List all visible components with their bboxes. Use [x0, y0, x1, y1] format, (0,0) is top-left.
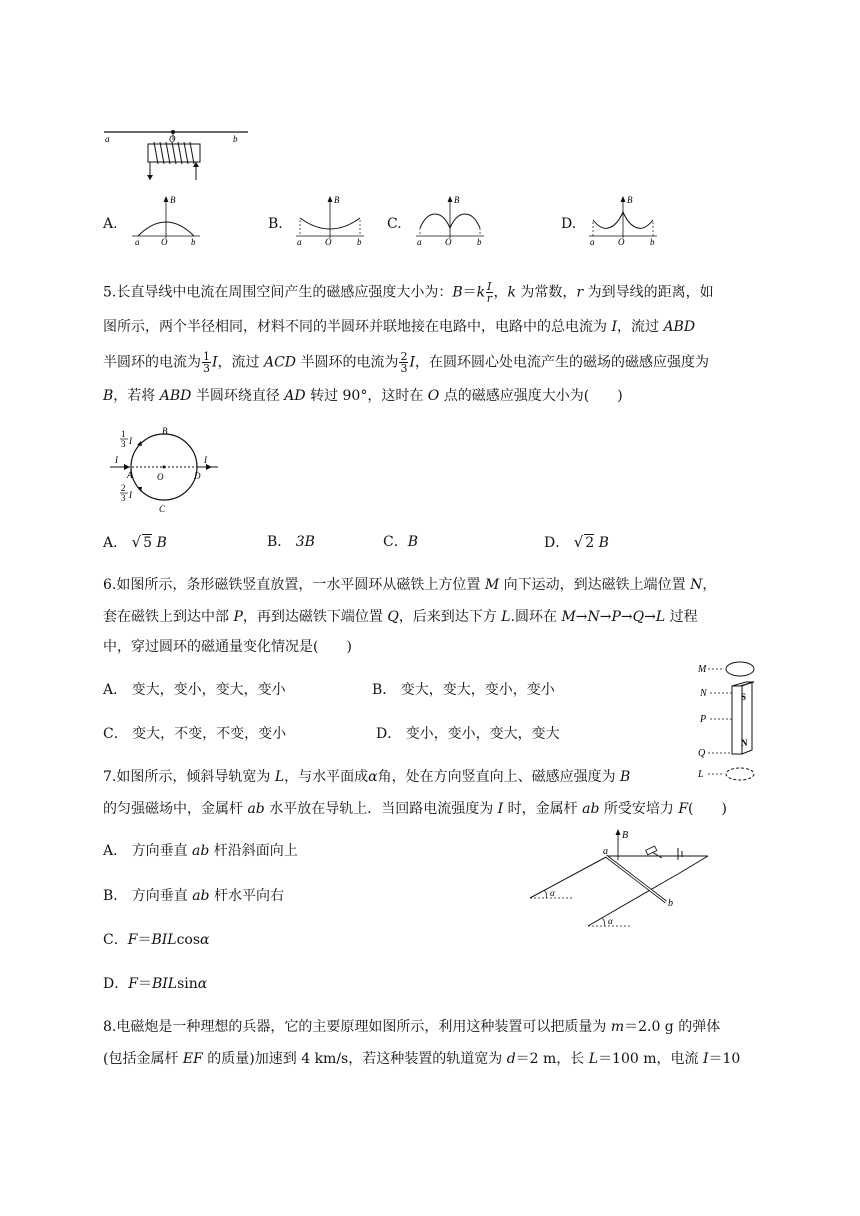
q5-fig-top-num: 1: [121, 429, 126, 439]
q5-option-c: C．B: [383, 534, 419, 550]
coil-label-a: a: [105, 134, 110, 144]
q5-line-1: 5.长直导线中电流在周围空间产生的磁感应强度大小为：B＝k $\frac{I}{r}$ ，k 为常数，r 为到导线的距离，如: [103, 280, 714, 305]
q5-option-d: D． √ 2 B: [544, 533, 609, 551]
q4-option-c-key: C.: [387, 216, 402, 232]
q4c-axis-label: B: [454, 195, 460, 205]
q7-option-c: C．F＝BILcosα: [103, 932, 210, 948]
q4d-axis-label: B: [627, 195, 633, 205]
q6-line-3: 中，穿过圆环的磁通量变化情况是( ): [103, 639, 352, 655]
q5-fig-label-o: O: [157, 472, 164, 482]
coil-figure: [102, 126, 252, 184]
q7-rail-figure: [528, 826, 724, 930]
q5-fig-label-d: D: [194, 471, 201, 481]
q6-fig-n: N: [700, 688, 707, 699]
q6-line-1: 6.如图所示，条形磁铁竖直放置，一水平圆环从磁铁上方位置 M 向下运动，到达磁铁上端位置 N，: [103, 577, 717, 593]
q4b-tick-o: O: [325, 237, 332, 246]
q4c-tick-a: a: [417, 237, 422, 246]
q5-fig-label-a: A: [127, 470, 133, 480]
q5-fig-top-den: 3: [121, 439, 126, 449]
coil-label-o: O: [169, 134, 176, 144]
q5-option-b: B． 3B: [267, 534, 315, 550]
q4a-tick-o: O: [161, 237, 168, 246]
q6-fig-q: Q: [698, 748, 706, 759]
q4b-tick-b: b: [357, 237, 362, 246]
q7-fig-alpha-1: α: [550, 888, 555, 898]
q6-fig-l: L: [698, 769, 704, 780]
q5-option-a: A． √ 5 B: [103, 533, 167, 551]
q5-fig-i-left: I: [115, 455, 118, 465]
q8-line-1: 8.电磁炮是一种理想的兵器，它的主要原理如图所示，利用这种装置可以把质量为 m＝2.0 g 的弹体: [103, 1019, 721, 1035]
q7-fig-a: a: [603, 846, 608, 857]
q5-fig-label-b: B: [162, 426, 168, 436]
q7-option-a: A． 方向垂直 ab 杆沿斜面向上: [103, 843, 298, 859]
q5-fig-bot-num: 2: [121, 483, 126, 493]
q4a-tick-b: b: [191, 237, 196, 246]
q7-line-1: 7.如图所示，倾斜导轨宽为 L，与水平面成α角，处在方向竖直向上、磁感应强度为 B: [103, 769, 631, 785]
q4d-tick-o: O: [618, 237, 625, 246]
q6-option-a: A． 变大，变小，变大，变小: [103, 682, 286, 698]
q6-option-d: D． 变小，变小，变大，变大: [376, 726, 560, 742]
q5-fig-top-i: I: [129, 436, 132, 446]
q7-option-b: B． 方向垂直 ab 杆水平向右: [103, 888, 284, 904]
q6-fig-s-pole: S: [741, 692, 747, 702]
q4b-axis-label: B: [334, 195, 340, 205]
q5-line-4: B，若将 ABD 半圆环绕直径 AD 转过 90°，这时在 O 点的磁感应强度大小为( ): [103, 388, 623, 404]
q4d-tick-a: a: [590, 237, 595, 246]
q5-fig-i-right: I: [204, 455, 207, 465]
q6-option-b: B． 变大，变大，变小，变小: [372, 682, 555, 698]
q5-circle-figure: [106, 424, 222, 520]
q4-option-a-graph: [128, 192, 204, 246]
q7-fig-b-end: b: [668, 898, 673, 909]
q4-option-d-key: D.: [561, 216, 577, 232]
q7-fig-b: B: [622, 830, 629, 841]
q5-fig-label-c: C: [159, 504, 166, 514]
coil-label-b: b: [233, 134, 238, 144]
q5-line-3: 半圆环的电流为 $\frac{1}{3}$ I，流过 ACD 半圆环的电流为 $\frac{2}{3}$ I，在圆环圆心处电流产生的磁场的磁感应强度为: [103, 350, 710, 375]
q6-fig-m: M: [698, 664, 707, 675]
q4a-axis-label: B: [170, 195, 176, 205]
q7-line-2: 的匀强磁场中，金属杆 ab 水平放在导轨上．当回路电流强度为 I 时，金属杆 ab 所受安培力 F( ): [103, 801, 727, 817]
q4-option-c-graph: [412, 192, 488, 246]
q5-fig-bot-den: 3: [121, 493, 126, 503]
q6-line-2: 套在磁铁上到达中部 P，再到达磁铁下端位置 Q，后来到达下方 L.圆环在 M→N→P→Q→L 过程: [103, 609, 698, 625]
q5-line-2: 图所示，两个半径相同，材料不同的半圆环并联地接在电路中，电路中的总电流为 I，流过 ABD: [103, 319, 696, 335]
q4-option-b-graph: [292, 192, 368, 246]
q4-option-b-key: B.: [268, 216, 283, 232]
q7-option-d: D．F＝BILsinα: [103, 976, 208, 992]
q4d-tick-b: b: [650, 237, 655, 246]
q4a-tick-a: a: [135, 237, 140, 246]
q4b-tick-a: a: [297, 237, 302, 246]
q6-fig-n-pole: N: [741, 738, 748, 748]
q6-option-c: C． 变大，不变，不变，变小: [103, 726, 287, 742]
q4-option-d-graph: [585, 192, 661, 246]
q6-fig-p: P: [700, 714, 707, 725]
q4c-tick-b: b: [477, 237, 482, 246]
q7-fig-alpha-2: α: [608, 916, 613, 926]
q4-option-a-key: A.: [103, 216, 118, 232]
q5-fig-bot-i: I: [129, 490, 132, 500]
q8-line-2: (包括金属杆 EF 的质量)加速到 4 km/s，若这种装置的轨道宽为 d＝2 m，长 L＝100 m，电流 I＝10: [103, 1051, 741, 1067]
q4c-tick-o: O: [445, 237, 452, 246]
q6-magnet-figure: [694, 656, 786, 784]
